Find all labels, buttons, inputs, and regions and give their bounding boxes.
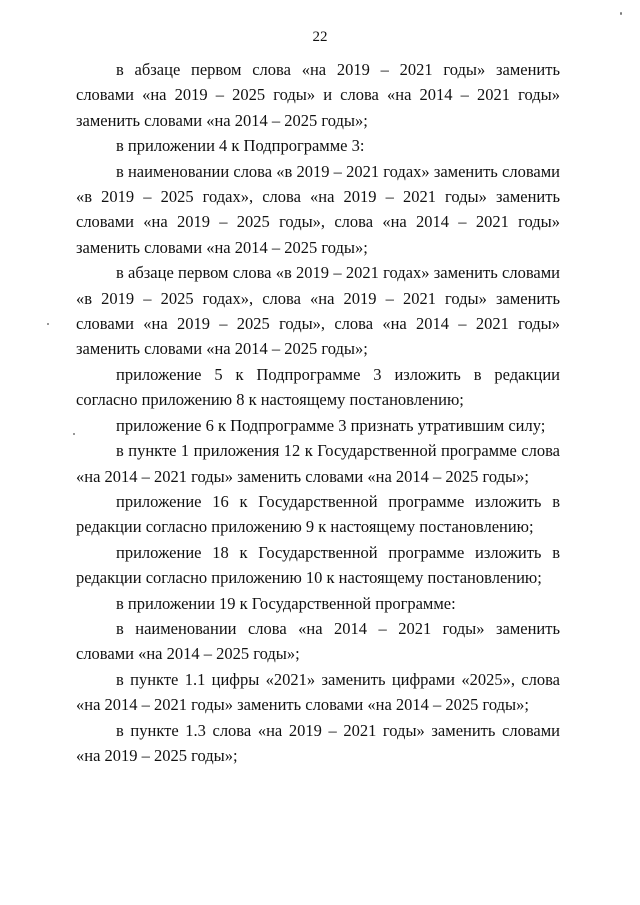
paragraph: в пункте 1.3 слова «на 2019 – 2021 годы» заменить словами «на 2019 – 2025 годы»; xyxy=(76,720,560,765)
paragraph: приложение 16 к Государственной программе изложить в редакции согласно приложению 9 к настоящему постановлению; xyxy=(76,491,560,537)
paragraph: в приложении 19 к Государственной программе: xyxy=(116,593,456,613)
paragraph: приложение 5 к Подпрограмме 3 изложить в редакции согласно приложению 8 к настоящему постановлению; xyxy=(76,364,560,410)
document-body xyxy=(76,57,560,768)
page-number: 22 xyxy=(312,29,328,45)
scan-speck xyxy=(47,323,49,325)
paragraph: в абзаце первом слова «в 2019 – 2021 годах» заменить словами «в 2019 – 2025 годах», слова «на 2019 – 2021 годы» заменить словами «на 2019 – 2025 годы», слова «на 2014 – 2021 годы» заменить словами «на 2014 – 2025 годы»; xyxy=(76,263,560,359)
scan-speck xyxy=(620,12,622,15)
scan-speck xyxy=(73,433,75,435)
paragraph: приложение 6 к Подпрограмме 3 признать утратившим силу; xyxy=(116,415,546,435)
paragraph: приложение 18 к Государственной программе изложить в редакции согласно приложению 10 к настоящему постановлению; xyxy=(76,542,560,588)
paragraph: в наименовании слова «на 2014 – 2021 годы» заменить словами «на 2014 – 2025 годы»; xyxy=(76,618,560,664)
paragraph: в абзаце первом слова «на 2019 – 2021 годы» заменить словами «на 2019 – 2025 годы» и слова «на 2014 – 2021 годы» заменить словами «на 2014 – 2025 годы»; xyxy=(76,60,560,130)
paragraph: в приложении 4 к Подпрограмме 3: xyxy=(116,136,365,156)
paragraph: в пункте 1.1 цифры «2021» заменить цифрами «2025», слова «на 2014 – 2021 годы» заменить словами «на 2014 – 2025 годы»; xyxy=(76,669,560,715)
paragraph: в пункте 1 приложения 12 к Государственной программе слова «на 2014 – 2021 годы» заменить словами «на 2014 – 2025 годы»; xyxy=(76,441,560,486)
paragraph: в наименовании слова «в 2019 – 2021 годах» заменить словами «в 2019 – 2025 годах», слова «на 2019 – 2021 годы» заменить словами «на 2019 – 2025 годы», слова «на 2014 – 2021 годы» заменить словами «на 2014 – 2025 годы»; xyxy=(76,161,560,257)
